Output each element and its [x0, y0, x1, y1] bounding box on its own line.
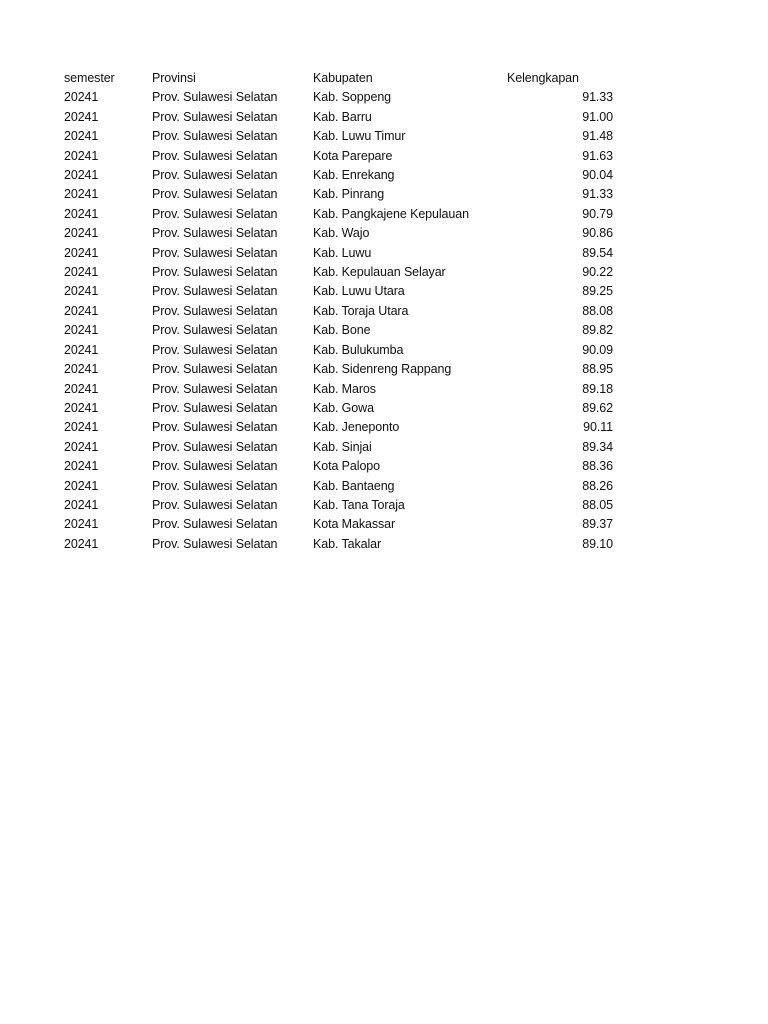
- cell-provinsi: Prov. Sulawesi Selatan: [152, 497, 278, 512]
- cell-semester: 20241: [64, 129, 99, 144]
- cell-kabupaten: Kab. Pinrang: [313, 187, 385, 202]
- cell-kabupaten: Kab. Gowa: [313, 400, 374, 415]
- cell-kabupaten: Kab. Pangkajene Kepulauan: [313, 206, 469, 221]
- cell-semester: 20241: [64, 400, 99, 415]
- cell-kabupaten: Kab. Bone: [313, 323, 371, 338]
- header-kelengkapan: Kelengkapan: [507, 71, 579, 85]
- cell-semester: 20241: [64, 284, 99, 299]
- spreadsheet-page: [64, 69, 613, 554]
- cell-provinsi: Prov. Sulawesi Selatan: [152, 206, 278, 221]
- cell-provinsi: Prov. Sulawesi Selatan: [152, 303, 278, 318]
- cell-kabupaten: Kab. Luwu: [313, 245, 372, 260]
- cell-semester: 20241: [64, 478, 99, 493]
- table-row: [64, 341, 613, 360]
- table-row: [64, 205, 613, 224]
- cell-kelengkapan: 89.62: [582, 400, 613, 415]
- cell-kabupaten: Kab. Sinjai: [313, 439, 372, 454]
- cell-semester: 20241: [64, 342, 99, 357]
- cell-provinsi: Prov. Sulawesi Selatan: [152, 400, 278, 415]
- cell-semester: 20241: [64, 303, 99, 318]
- cell-kabupaten: Kab. Maros: [313, 381, 376, 396]
- cell-kelengkapan: 88.26: [582, 478, 613, 493]
- cell-kabupaten: Kota Makassar: [313, 517, 396, 532]
- table-row: [64, 457, 613, 476]
- cell-kelengkapan: 88.95: [582, 362, 613, 377]
- table-row: [64, 535, 613, 554]
- cell-semester: 20241: [64, 362, 99, 377]
- cell-kelengkapan: 90.22: [582, 265, 613, 280]
- cell-provinsi: Prov. Sulawesi Selatan: [152, 323, 278, 338]
- cell-kelengkapan: 91.33: [582, 90, 613, 105]
- cell-kelengkapan: 89.54: [582, 245, 613, 260]
- cell-provinsi: Prov. Sulawesi Selatan: [152, 187, 278, 202]
- cell-provinsi: Prov. Sulawesi Selatan: [152, 226, 278, 241]
- cell-kabupaten: Kab. Tana Toraja: [313, 497, 405, 512]
- table-row: [64, 477, 613, 496]
- header-row: [64, 69, 613, 88]
- table-row: [64, 282, 613, 301]
- cell-kabupaten: Kab. Enrekang: [313, 168, 395, 183]
- cell-kabupaten: Kab. Kepulauan Selayar: [313, 265, 446, 280]
- cell-kabupaten: Kab. Luwu Utara: [313, 284, 405, 299]
- cell-kabupaten: Kab. Barru: [313, 109, 372, 124]
- cell-semester: 20241: [64, 206, 99, 221]
- cell-semester: 20241: [64, 90, 99, 105]
- cell-provinsi: Prov. Sulawesi Selatan: [152, 265, 278, 280]
- cell-semester: 20241: [64, 420, 99, 435]
- cell-kelengkapan: 90.04: [582, 168, 613, 183]
- table-row: [64, 127, 613, 146]
- table-body: [64, 88, 613, 554]
- table-row: [64, 515, 613, 534]
- cell-semester: 20241: [64, 245, 99, 260]
- cell-kelengkapan: 89.37: [582, 517, 613, 532]
- cell-provinsi: Prov. Sulawesi Selatan: [152, 168, 278, 183]
- table-row: [64, 263, 613, 282]
- cell-provinsi: Prov. Sulawesi Selatan: [152, 148, 278, 163]
- table-row: [64, 360, 613, 379]
- table-row: [64, 302, 613, 321]
- cell-semester: 20241: [64, 323, 99, 338]
- table-row: [64, 147, 613, 166]
- cell-kelengkapan: 88.08: [582, 303, 613, 318]
- table-row: [64, 88, 613, 107]
- cell-kelengkapan: 89.34: [582, 439, 613, 454]
- table-row: [64, 166, 613, 185]
- table-row: [64, 244, 613, 263]
- cell-kabupaten: Kab. Takalar: [313, 536, 382, 551]
- cell-semester: 20241: [64, 536, 99, 551]
- cell-semester: 20241: [64, 517, 99, 532]
- cell-kelengkapan: 89.10: [582, 536, 613, 551]
- cell-provinsi: Prov. Sulawesi Selatan: [152, 245, 278, 260]
- table-row: [64, 399, 613, 418]
- cell-provinsi: Prov. Sulawesi Selatan: [152, 517, 278, 532]
- cell-kabupaten: Kab. Luwu Timur: [313, 129, 406, 144]
- cell-provinsi: Prov. Sulawesi Selatan: [152, 284, 278, 299]
- cell-kabupaten: Kab. Soppeng: [313, 90, 392, 105]
- cell-kelengkapan: 89.25: [582, 284, 613, 299]
- cell-kelengkapan: 88.05: [582, 497, 613, 512]
- cell-semester: 20241: [64, 148, 99, 163]
- cell-kelengkapan: 91.00: [582, 109, 613, 124]
- cell-semester: 20241: [64, 226, 99, 241]
- cell-provinsi: Prov. Sulawesi Selatan: [152, 109, 278, 124]
- cell-kabupaten: Kab. Bantaeng: [313, 478, 395, 493]
- header-semester: semester: [64, 71, 115, 85]
- cell-kelengkapan: 89.18: [582, 381, 613, 396]
- cell-provinsi: Prov. Sulawesi Selatan: [152, 420, 278, 435]
- cell-semester: 20241: [64, 265, 99, 280]
- cell-kelengkapan: 90.11: [583, 420, 613, 435]
- cell-kabupaten: Kab. Wajo: [313, 226, 370, 241]
- cell-kabupaten: Kab. Toraja Utara: [313, 303, 409, 318]
- cell-provinsi: Prov. Sulawesi Selatan: [152, 362, 278, 377]
- cell-semester: 20241: [64, 187, 99, 202]
- cell-kelengkapan: 88.36: [582, 459, 613, 474]
- cell-semester: 20241: [64, 459, 99, 474]
- cell-semester: 20241: [64, 497, 99, 512]
- header-provinsi: Provinsi: [152, 71, 196, 85]
- table-row: [64, 321, 613, 340]
- cell-kelengkapan: 91.33: [582, 187, 613, 202]
- data-table: [64, 69, 613, 554]
- cell-kelengkapan: 90.86: [582, 226, 613, 241]
- table-row: [64, 185, 613, 204]
- cell-provinsi: Prov. Sulawesi Selatan: [152, 90, 278, 105]
- cell-kelengkapan: 90.09: [582, 342, 613, 357]
- cell-provinsi: Prov. Sulawesi Selatan: [152, 129, 278, 144]
- cell-kabupaten: Kab. Jeneponto: [313, 420, 400, 435]
- cell-semester: 20241: [64, 439, 99, 454]
- cell-kabupaten: Kab. Bulukumba: [313, 342, 404, 357]
- cell-kelengkapan: 89.82: [582, 323, 613, 338]
- cell-kabupaten: Kota Parepare: [313, 148, 393, 163]
- cell-kabupaten: Kota Palopo: [313, 459, 381, 474]
- table-row: [64, 108, 613, 127]
- table-row: [64, 496, 613, 515]
- table-row: [64, 224, 613, 243]
- cell-provinsi: Prov. Sulawesi Selatan: [152, 459, 278, 474]
- cell-provinsi: Prov. Sulawesi Selatan: [152, 478, 278, 493]
- cell-semester: 20241: [64, 168, 99, 183]
- cell-provinsi: Prov. Sulawesi Selatan: [152, 536, 278, 551]
- cell-kelengkapan: 91.63: [582, 148, 613, 163]
- cell-semester: 20241: [64, 381, 99, 396]
- cell-provinsi: Prov. Sulawesi Selatan: [152, 342, 278, 357]
- table-row: [64, 418, 613, 437]
- table-row: [64, 380, 613, 399]
- cell-provinsi: Prov. Sulawesi Selatan: [152, 381, 278, 396]
- cell-kabupaten: Kab. Sidenreng Rappang: [313, 362, 452, 377]
- cell-kelengkapan: 90.79: [582, 206, 613, 221]
- table-row: [64, 438, 613, 457]
- cell-provinsi: Prov. Sulawesi Selatan: [152, 439, 278, 454]
- cell-kelengkapan: 91.48: [582, 129, 613, 144]
- header-kabupaten: Kabupaten: [313, 71, 373, 85]
- cell-semester: 20241: [64, 109, 99, 124]
